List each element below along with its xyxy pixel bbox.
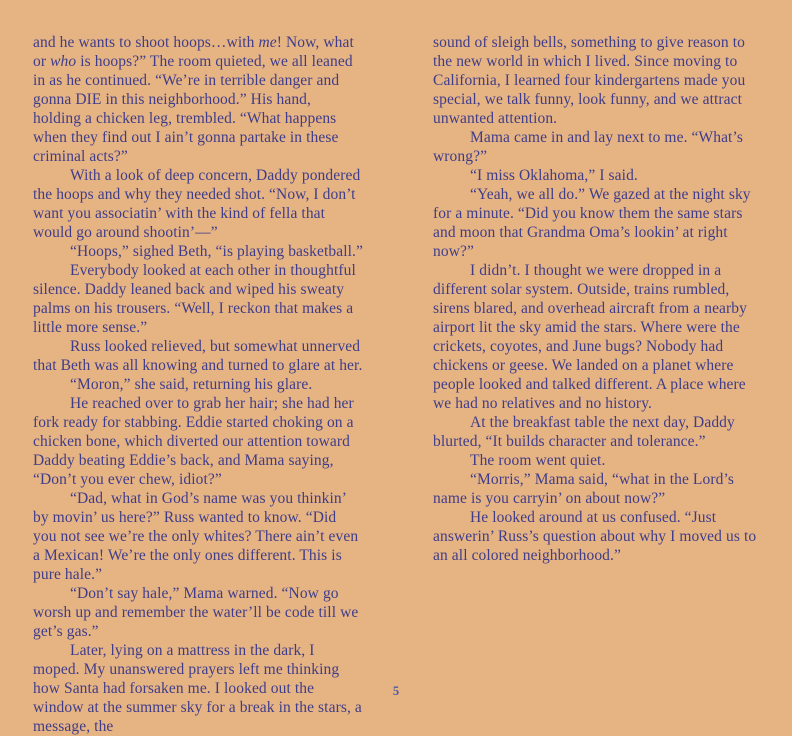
text-segment: “I miss Oklahoma,” I said. xyxy=(470,167,638,184)
text-segment: He looked around at us confused. “Just answerin’ Russ’s question about why I moved us to an all colored neighborhood.” xyxy=(433,509,757,564)
page-footer xyxy=(0,684,792,698)
paragraph xyxy=(433,413,759,451)
text-segment: At the breakfast table the next day, Daddy blurted, “It builds character and tolerance.” xyxy=(433,414,735,450)
text-segment: “Hoops,” sighed Beth, “is playing basketball.” xyxy=(70,243,364,260)
italic-text-segment: me xyxy=(258,34,277,51)
text-segment: and he wants to shoot hoops…with xyxy=(33,34,259,51)
text-segment: ! Now, what or xyxy=(33,34,354,70)
text-segment: “Moron,” she said, returning his glare. xyxy=(70,376,313,393)
paragraph xyxy=(33,337,363,375)
paragraph xyxy=(33,261,363,337)
paragraph xyxy=(33,489,363,584)
text-segment: “Don’t say hale,” Mama warned. “Now go worsh up and remember the water’ll be code till we get’s gas.” xyxy=(33,585,359,640)
paragraph xyxy=(433,33,759,128)
paragraph xyxy=(433,261,759,413)
paragraph xyxy=(433,470,759,508)
text-segment: With a look of deep concern, Daddy pondered the hoops and why they needed shot. “Now, I don’t want you associatin’ with the kind of fella that would go around shootin’—” xyxy=(33,167,361,241)
italic-text-segment: who xyxy=(50,53,77,70)
paragraph xyxy=(33,166,363,242)
paragraph xyxy=(433,128,759,166)
page-number: 5 xyxy=(392,684,400,698)
paragraph xyxy=(33,242,363,261)
text-column-left xyxy=(33,33,363,736)
text-segment: sound of sleigh bells, something to give reason to the new world in which I lived. Since moving to California, I learned four kindergartens made you special, we talk funny, look funny, and we attract unwanted attention. xyxy=(433,34,746,127)
text-segment: I didn’t. I thought we were dropped in a different solar system. Outside, trains rumbled, sirens blared, and overhead aircraft from a nearby airport lit the sky amid the stars. Where were the crickets, coyotes, and June bugs? Nobody had chickens or geese. We landed on a planet where people looked and talked different. A place where we had no relatives and no history. xyxy=(433,262,747,412)
text-segment: “Yeah, we all do.” We gazed at the night sky for a minute. “Did you know them the same stars and moon that Grandma Oma’s lookin’ at right now?” xyxy=(433,186,751,260)
paragraph xyxy=(33,394,363,489)
text-segment: is hoops?” The room quieted, we all leaned in as he continued. “We’re in terrible danger and gonna DIE in this neighborhood.” His hand, holding a chicken leg, trembled. “What happens when they find out I ain’t gonna partake in these criminal acts?” xyxy=(33,53,353,165)
paragraph xyxy=(433,185,759,261)
text-segment: Russ looked relieved, but somewhat unnerved that Beth was all knowing and turned to glare at her. xyxy=(33,338,363,374)
paragraph xyxy=(433,451,759,470)
text-segment: Everybody looked at each other in thoughtful silence. Daddy leaned back and wiped his sweaty palms on his trousers. “Well, I reckon that makes a little more sense.” xyxy=(33,262,356,336)
text-segment: He reached over to grab her hair; she had her fork ready for stabbing. Eddie started choking on a chicken bone, which diverted our attention toward Daddy beating Eddie’s back, and Mama saying, “Don’t you ever chew, idiot?” xyxy=(33,395,354,488)
text-segment: “Dad, what in God’s name was you thinkin’ by movin’ us here?” Russ wanted to know. “Did you not see we’re the only whites? There ain’t even a Mexican! We’re the only ones different. This is pure hale.” xyxy=(33,490,359,583)
text-segment: Later, lying on a mattress in the dark, I moped. My unanswered prayers left me thinking how Santa had forsaken me. I looked out the window at the summer sky for a break in the stars, a message, the xyxy=(33,642,362,735)
text-segment: Mama came in and lay next to me. “What’s wrong?” xyxy=(433,129,744,165)
text-segment: “Morris,” Mama said, “what in the Lord’s name is you carryin’ on about now?” xyxy=(433,471,734,507)
paragraph xyxy=(33,375,363,394)
paragraph xyxy=(33,584,363,641)
paragraph xyxy=(33,33,363,166)
paragraph xyxy=(433,508,759,565)
text-column-right xyxy=(433,33,759,565)
paragraph xyxy=(433,166,759,185)
text-segment: The room went quiet. xyxy=(470,452,606,469)
